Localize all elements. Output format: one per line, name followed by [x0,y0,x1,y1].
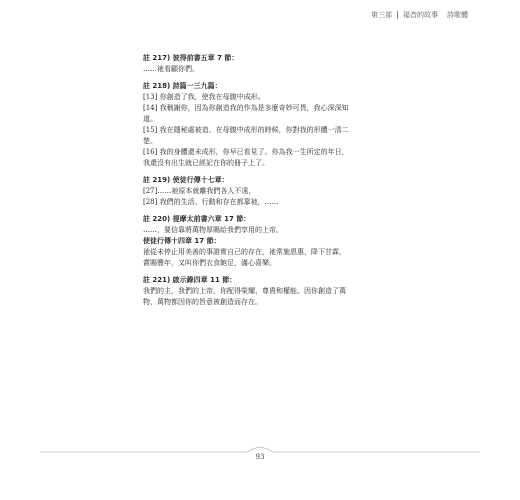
note-title: 使徒行傳十四章 17 節： [143,237,221,245]
note-221 [143,275,383,308]
header-chapter: 第三部 [371,11,392,19]
note-line: [15] 我在隱秘處被造、在母腹中成形的時候，你對我的形體一清二 [143,126,349,134]
note-line: [13] 你創造了我，使我在母腹中成形。 [143,93,265,101]
note-title: 註 221) 啟示錄四章 11 節： [143,276,237,284]
note-title: 註 219) 使徒行傳十七章： [143,176,229,184]
note-line: ……祂看顧你們。 [143,65,199,73]
note-title: 註 220) 提摩太前書六章 17 節： [143,215,251,223]
note-line: 我還沒有出生就已經記在你的冊子上了。 [143,159,269,167]
note-line: 賞賜豐年，又叫你們衣食飽足，滿心喜樂。 [143,259,276,267]
notes-content [143,53,383,314]
note-219 [143,175,383,208]
note-title: 註 218) 詩篇一三九篇： [143,82,222,90]
note-line: 我們的主，我們的上帝，你配得榮耀、尊貴和權能。因你創造了萬 [143,287,346,295]
note-line: [14] 我稱謝你，因為你創造我的作為是多麼奇妙可畏，我心深深知 [143,104,349,112]
running-header [371,10,468,20]
page-footer [0,442,520,472]
note-220 [143,214,383,236]
note-line: [28] 我們的生活、行動和存在都靠祂，…… [143,198,279,206]
note-line: [16] 我的身體還未成形，你早已看見了。你為我一生所定的年日， [143,148,349,156]
header-section: 福音的故事 [403,11,438,19]
note-title: 註 217) 彼得前書五章 7 節： [143,54,239,62]
note-line: 物，萬物都因你的旨意被創造而存在。 [143,298,262,306]
header-book: 詩歌體 [447,11,468,19]
page-number: 93 [255,453,265,461]
header-divider [397,11,398,19]
note-217 [143,53,383,75]
note-line: [27]……祂原本就離我們各人不遠， [143,187,256,195]
note-220-acts [143,236,383,269]
note-line: 楚。 [143,137,157,145]
note-line: ……，要信靠將萬物厚賜給我們享用的上帝。 [143,226,283,234]
note-218 [143,81,383,169]
note-line: 道。 [143,115,157,123]
note-line: 祂從未停止用美善的事證實自己的存在，祂常施恩惠，降下甘霖， [143,248,346,256]
